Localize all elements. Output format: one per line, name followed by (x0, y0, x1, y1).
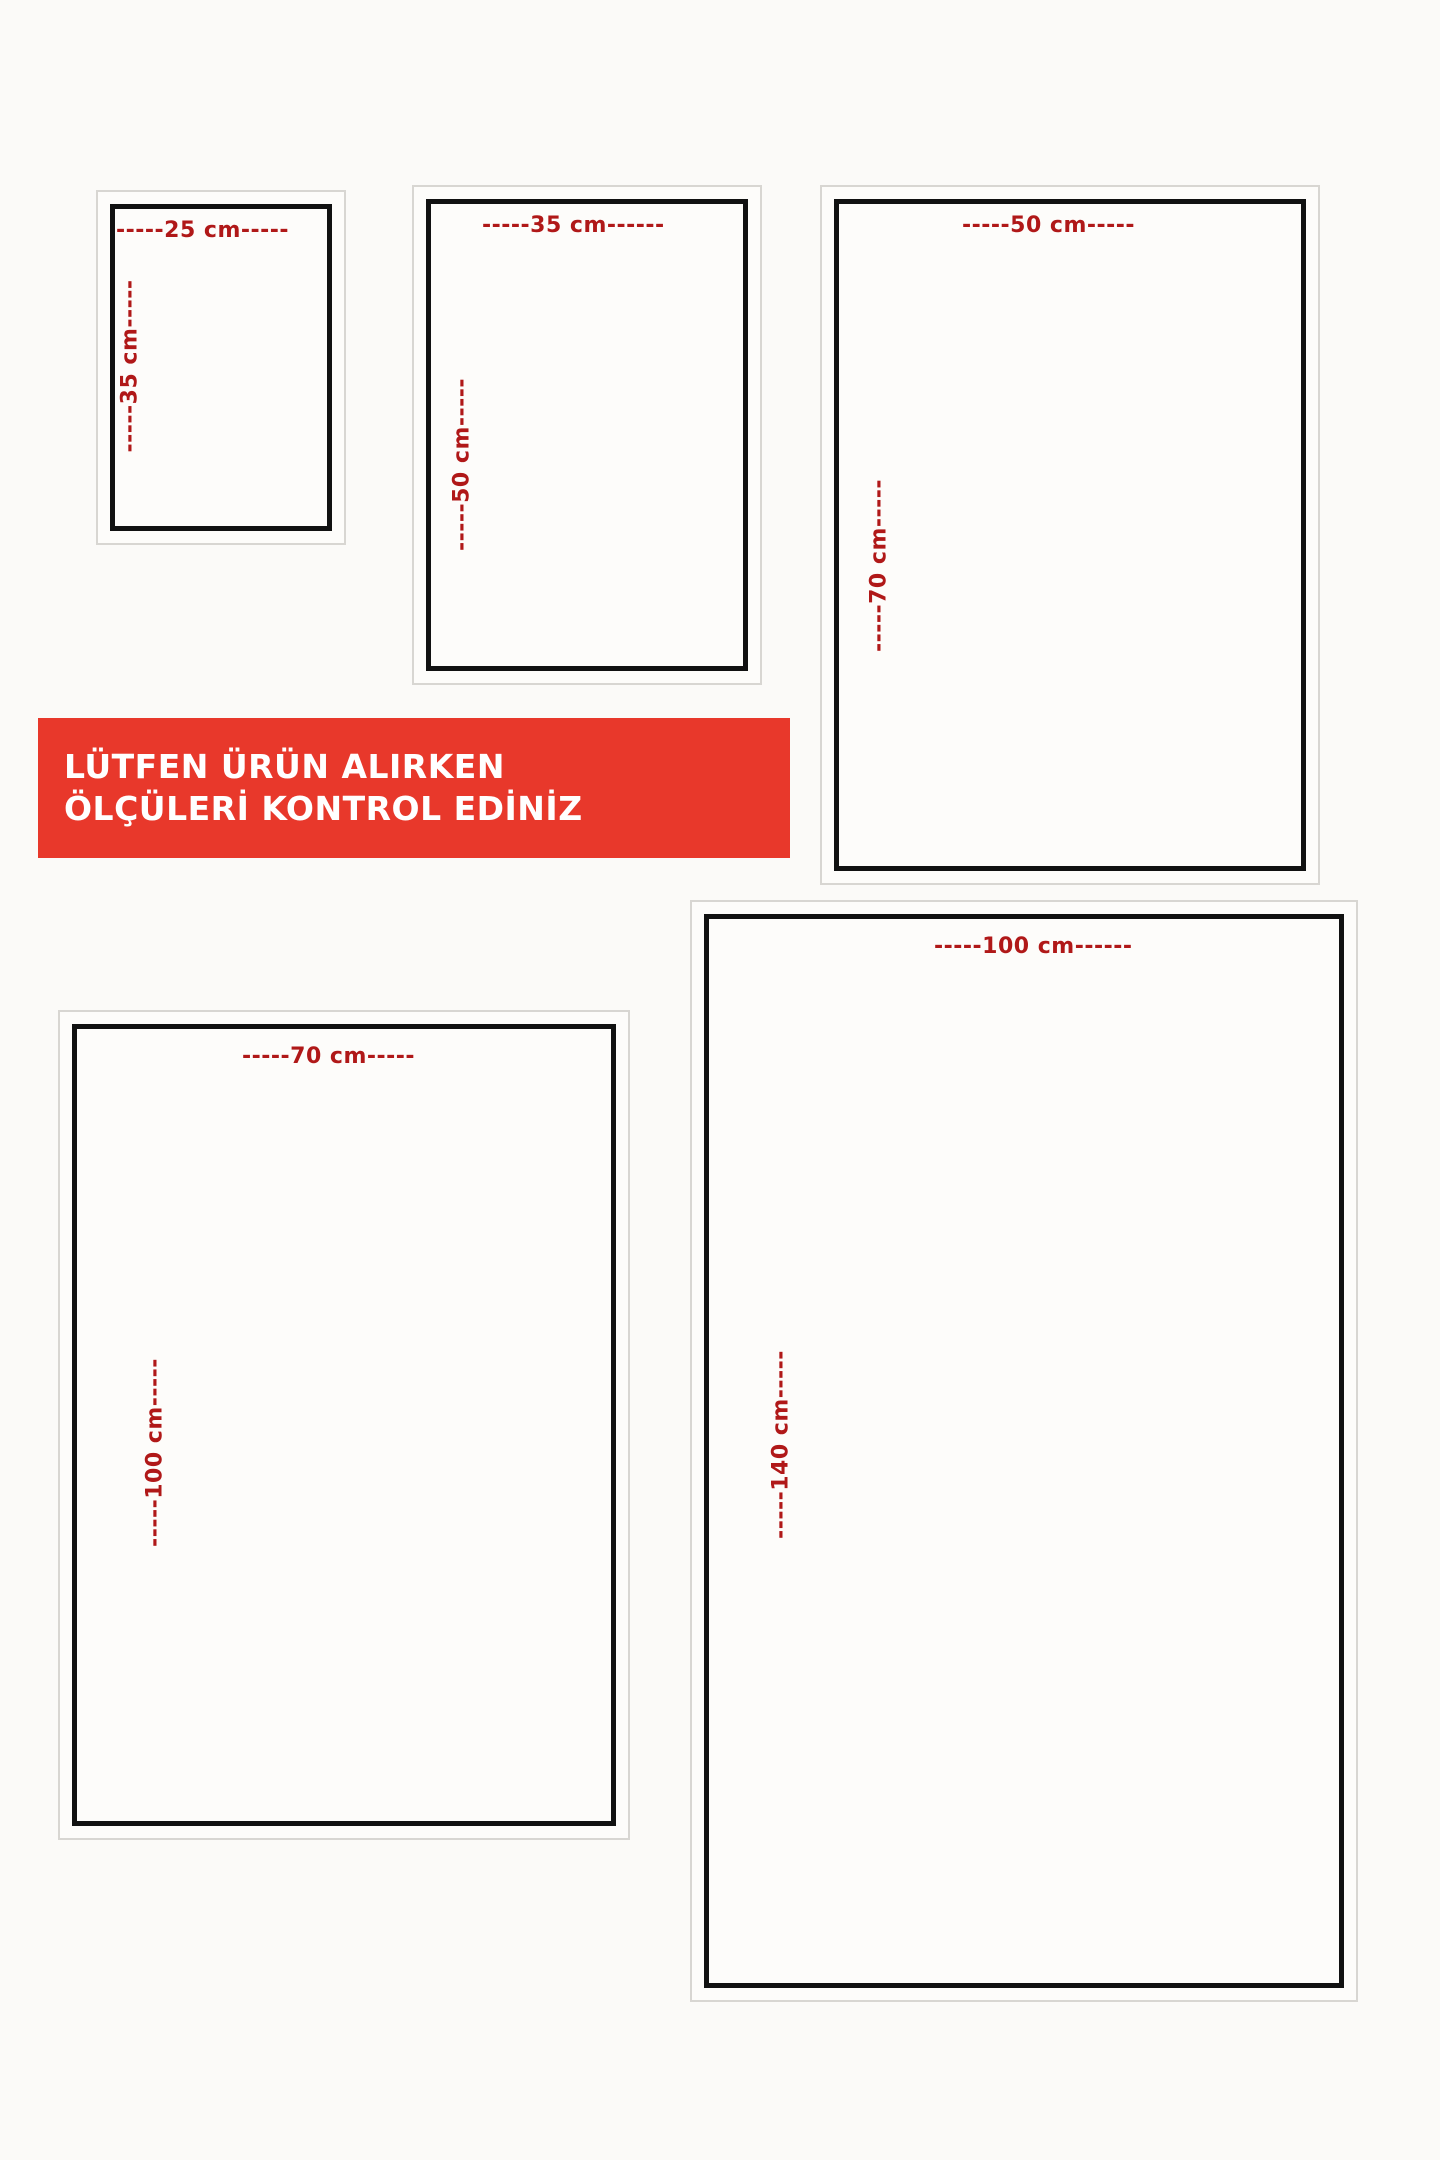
frame-100x140-width-label: -----100 cm------ (934, 934, 1133, 959)
notice-line-1: LÜTFEN ÜRÜN ALIRKEN (64, 746, 505, 786)
frame-100x140-height-label: -----140 cm----- (768, 1350, 794, 1539)
frame-25x35-height-label: -----35 cm----- (117, 279, 143, 453)
frame-25x35 (96, 190, 346, 545)
frame-70x100 (58, 1010, 630, 1840)
size-check-notice (38, 718, 790, 858)
notice-line-2: ÖLÇÜLERİ KONTROL EDİNİZ (64, 789, 583, 828)
frame-50x70-width-label: -----50 cm----- (962, 213, 1136, 238)
frame-35x50-height-label: -----50 cm----- (449, 377, 475, 552)
frame-35x50-width-label: -----35 cm------ (482, 213, 665, 238)
frame-50x70-inner (834, 199, 1306, 871)
frame-50x70 (820, 185, 1320, 885)
frame-25x35-inner (110, 204, 332, 531)
frame-50x70-height-label: -----70 cm----- (866, 478, 892, 653)
frame-25x35-width-label: -----25 cm----- (116, 218, 290, 243)
frame-70x100-width-label: -----70 cm----- (242, 1044, 416, 1069)
frame-100x140 (690, 900, 1358, 2002)
frame-35x50 (412, 185, 762, 685)
frame-100x140-inner (704, 914, 1344, 1988)
frame-70x100-height-label: -----100 cm----- (142, 1358, 168, 1547)
